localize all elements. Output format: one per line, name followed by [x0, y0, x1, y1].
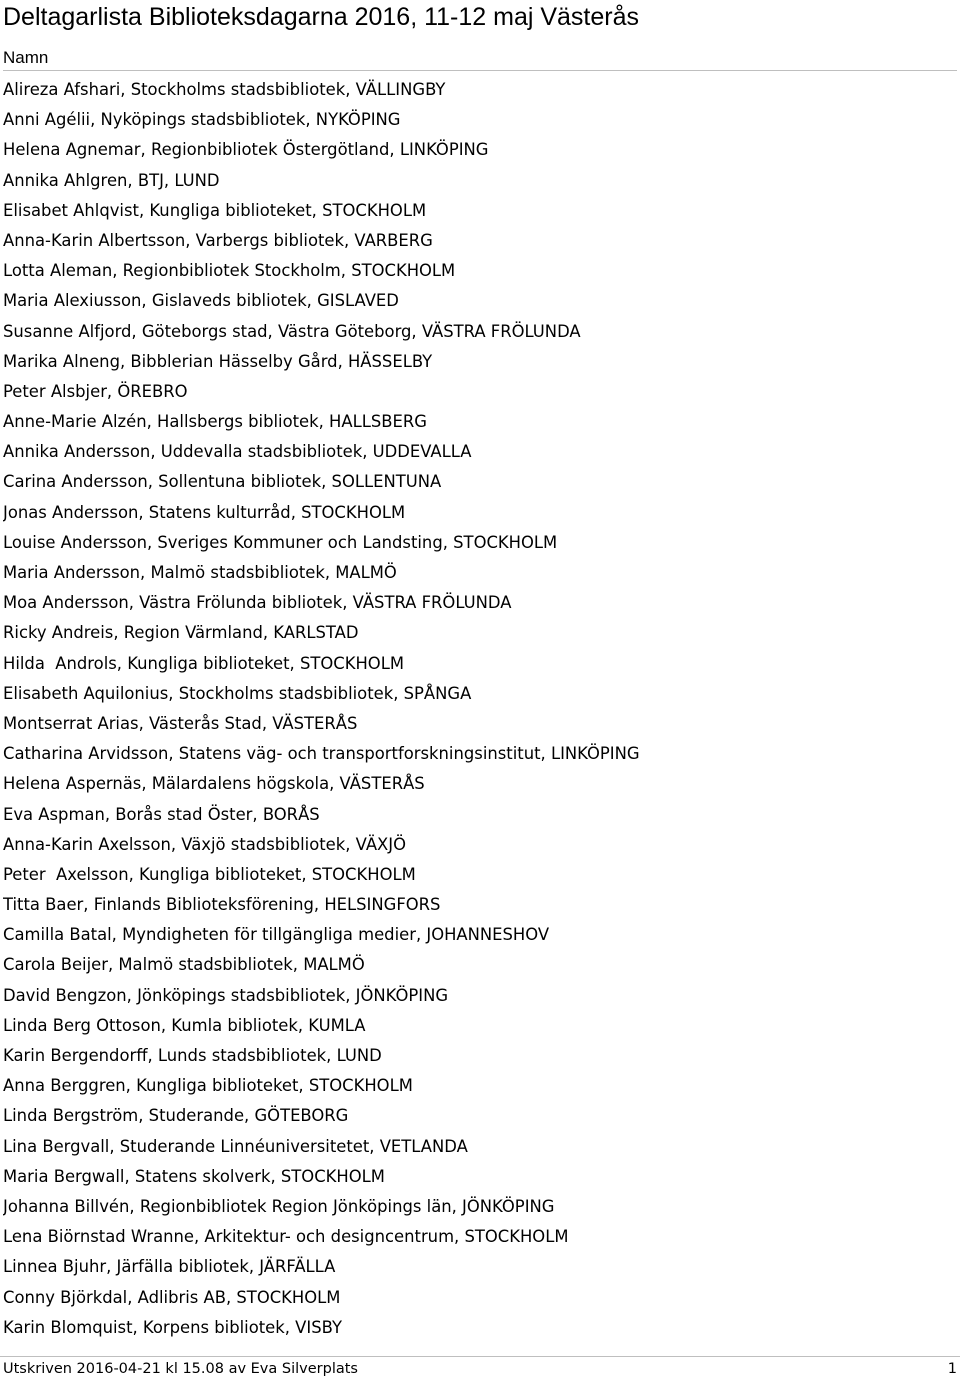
list-item: Peter Axelsson, Kungliga biblioteket, STOCKHOLM	[3, 864, 416, 884]
list-item: Anna-Karin Axelsson, Växjö stadsbibliotek, VÄXJÖ	[3, 834, 406, 854]
list-item: Maria Andersson, Malmö stadsbibliotek, MALMÖ	[3, 563, 397, 582]
list-item: Anne-Marie Alzén, Hallsbergs bibliotek, HALLSBERG	[3, 412, 427, 432]
list-item: Elisabeth Aquilonius, Stockholms stadsbibliotek, SPÅNGA	[3, 683, 472, 703]
list-item: Linnea Bjuhr, Järfälla bibliotek, JÄRFÄLLA	[3, 1257, 336, 1277]
list-item: Moa Andersson, Västra Frölunda bibliotek, VÄSTRA FRÖLUNDA	[3, 593, 512, 613]
list-item: Conny Björkdal, Adlibris AB, STOCKHOLM	[3, 1287, 341, 1307]
list-item: Anna Berggren, Kungliga biblioteket, STOCKHOLM	[3, 1076, 413, 1096]
list-item: Marika Alneng, Bibblerian Hässelby Gård, HÄSSELBY	[3, 351, 433, 371]
list-item: Louise Andersson, Sveriges Kommuner och Landsting, STOCKHOLM	[3, 532, 558, 552]
list-item: Elisabet Ahlqvist, Kungliga biblioteket, STOCKHOLM	[3, 200, 427, 220]
list-item: Linda Berg Ottoson, Kumla bibliotek, KUMLA	[3, 1015, 366, 1035]
list-item: Montserrat Arias, Västerås Stad, VÄSTERÅS	[3, 713, 358, 733]
list-item: Johanna Billvén, Regionbibliotek Region Jönköpings län, JÖNKÖPING	[3, 1196, 555, 1216]
list-item: Carina Andersson, Sollentuna bibliotek, SOLLENTUNA	[3, 472, 442, 492]
list-item: Anna-Karin Albertsson, Varbergs bibliotek, VARBERG	[3, 230, 433, 250]
list-item: Titta Baer, Finlands Biblioteksförening, HELSINGFORS	[3, 895, 441, 915]
list-item: Maria Bergwall, Statens skolverk, STOCKHOLM	[3, 1166, 385, 1186]
list-item: Camilla Batal, Myndigheten för tillgängliga medier, JOHANNESHOV	[3, 925, 550, 945]
footer-page-number: 1	[947, 1361, 957, 1377]
list-item: David Bengzon, Jönköpings stadsbibliotek, JÖNKÖPING	[3, 985, 449, 1005]
list-item: Lotta Aleman, Regionbibliotek Stockholm, STOCKHOLM	[3, 261, 456, 281]
participant-list	[3, 75, 957, 1343]
list-item: Annika Ahlgren, BTJ, LUND	[3, 170, 220, 190]
document-title: Deltagarlista Biblioteksdagarna 2016, 11-12 maj Västerås	[3, 3, 640, 31]
list-item: Ricky Andreis, Region Värmland, KARLSTAD	[3, 623, 359, 643]
list-item: Hilda Androls, Kungliga biblioteket, STOCKHOLM	[3, 653, 404, 673]
list-item: Linda Bergström, Studerande, GÖTEBORG	[3, 1106, 349, 1126]
list-item: Karin Bergendorff, Lunds stadsbibliotek, LUND	[3, 1046, 382, 1065]
list-item: Susanne Alfjord, Göteborgs stad, Västra Göteborg, VÄSTRA FRÖLUNDA	[3, 321, 581, 341]
list-item: Annika Andersson, Uddevalla stadsbibliotek, UDDEVALLA	[3, 442, 472, 462]
footer-print-info: Utskriven 2016-04-21 kl 15.08 av Eva Silverplats	[3, 1361, 358, 1377]
list-item: Jonas Andersson, Statens kulturråd, STOCKHOLM	[3, 502, 406, 522]
list-item: Anni Agélii, Nyköpings stadsbibliotek, NYKÖPING	[3, 110, 401, 130]
list-item: Peter Alsbjer, ÖREBRO	[3, 381, 188, 401]
list-item: Catharina Arvidsson, Statens väg- och transportforskningsinstitut, LINKÖPING	[3, 744, 640, 764]
list-item: Lena Biörnstad Wranne, Arkitektur- och designcentrum, STOCKHOLM	[3, 1227, 569, 1247]
list-item: Carola Beijer, Malmö stadsbibliotek, MALMÖ	[3, 955, 365, 975]
column-header-name: Namn	[3, 46, 957, 71]
footer-divider	[0, 1356, 960, 1357]
list-item: Lina Bergvall, Studerande Linnéuniversitetet, VETLANDA	[3, 1136, 468, 1156]
list-item: Helena Aspernäs, Mälardalens högskola, VÄSTERÅS	[3, 774, 425, 794]
list-item: Helena Agnemar, Regionbibliotek Östergötland, LINKÖPING	[3, 140, 489, 160]
list-item: Alireza Afshari, Stockholms stadsbibliotek, VÄLLINGBY	[3, 80, 446, 99]
list-item: Maria Alexiusson, Gislaveds bibliotek, GISLAVED	[3, 291, 399, 311]
list-item: Eva Aspman, Borås stad Öster, BORÅS	[3, 804, 320, 824]
list-item: Karin Blomquist, Korpens bibliotek, VISBY	[3, 1317, 342, 1337]
